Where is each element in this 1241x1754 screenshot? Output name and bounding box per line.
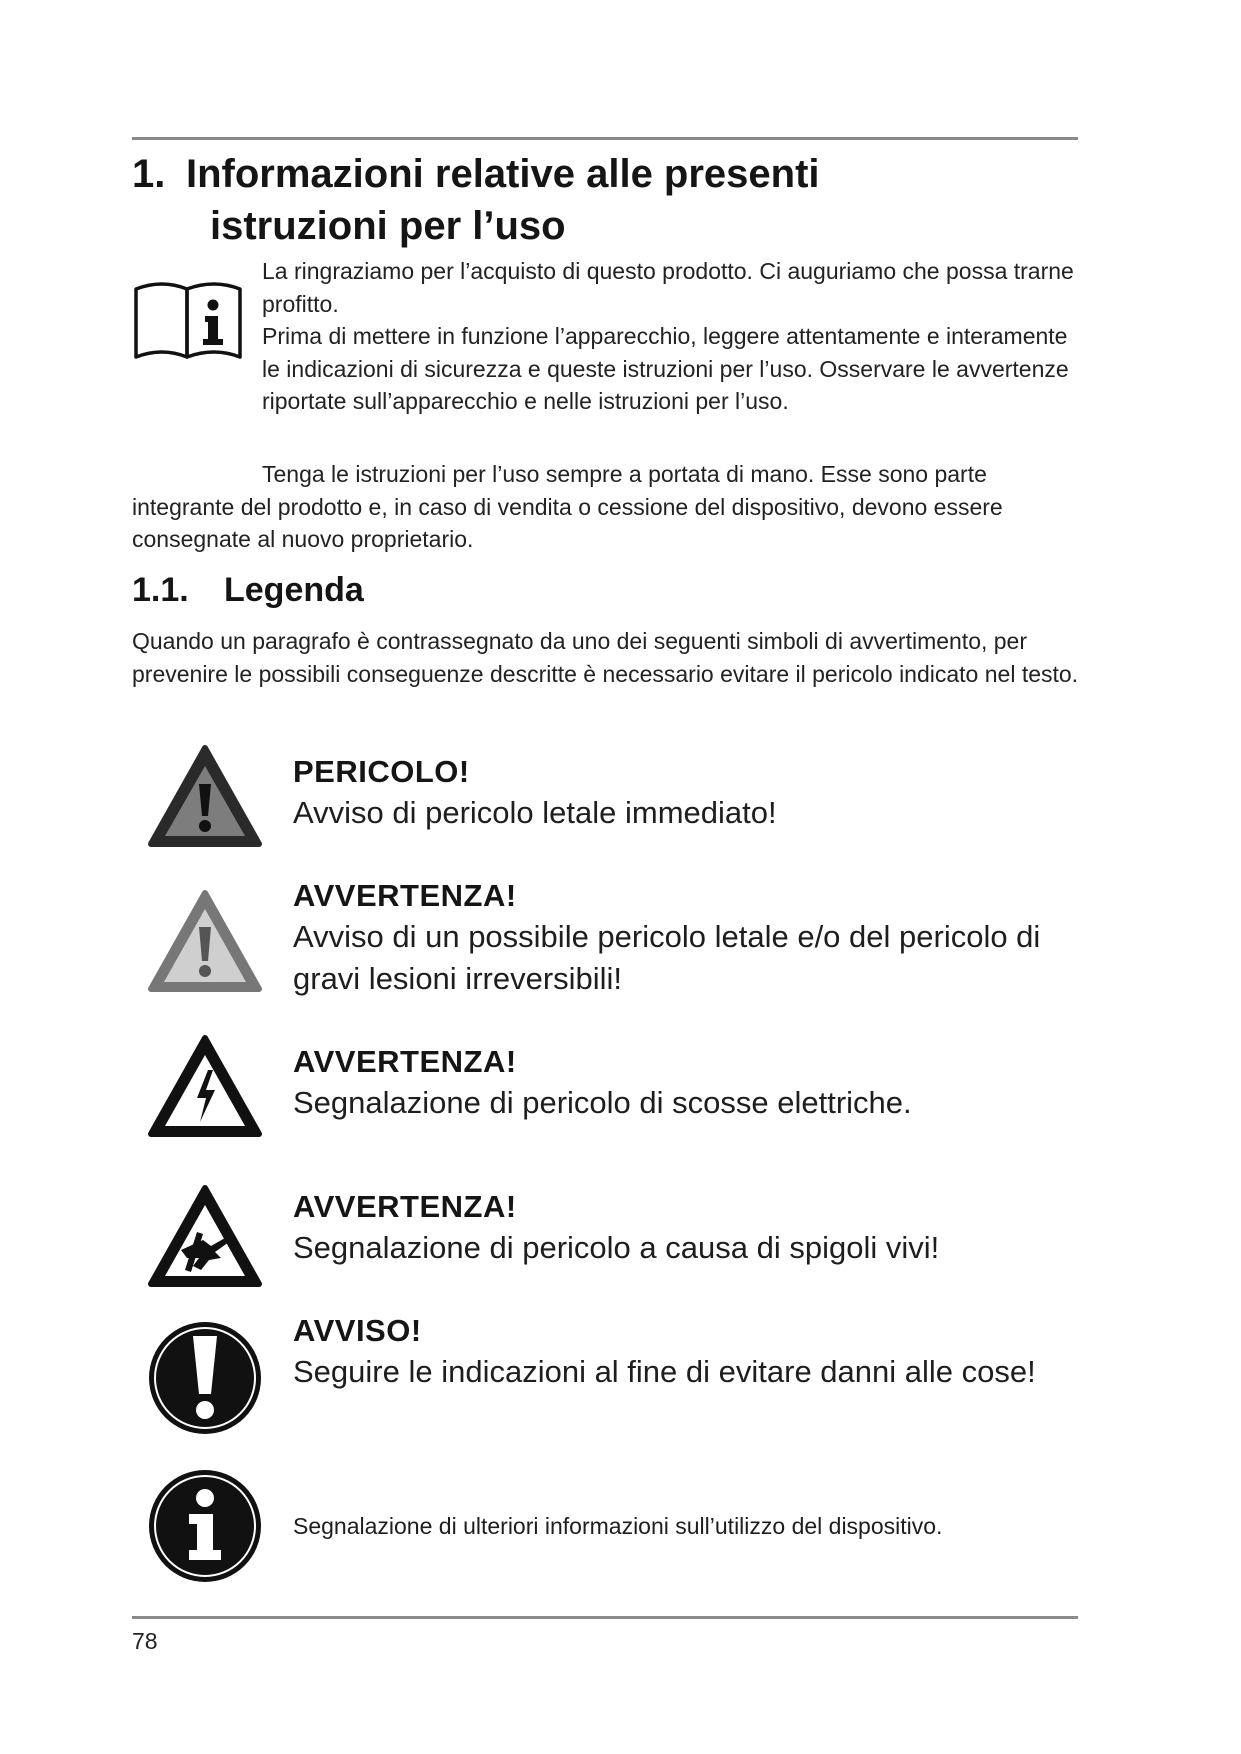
top-rule (132, 137, 1078, 140)
sharp-edges-icon (145, 1180, 265, 1300)
heading-1-number: 1. (132, 152, 166, 196)
info-circle-icon (145, 1466, 265, 1586)
legend-title-electric: AVVERTENZA! (293, 1044, 517, 1079)
legend-title-danger: PERICOLO! (293, 754, 470, 789)
legend-description-notice: Seguire le indicazioni al fine di evitare danni alle cose! (293, 1354, 1036, 1389)
legend-intro: Quando un paragrafo è contrassegnato da uno dei seguenti simboli di avvertimento, per prevenire le possibili conseguenze descritte è necessario evitare il pericolo indicato nel testo. (132, 628, 1079, 687)
legend-title-warning: AVVERTENZA! (293, 878, 517, 913)
legend-description-electric: Segnalazione di pericolo di scosse elettriche. (293, 1085, 912, 1120)
warning-triangle-icon (145, 885, 265, 1005)
instruction-book-icon (132, 275, 246, 365)
legend-entry-electric (293, 1042, 1083, 1124)
legend-entry-info (293, 1510, 1083, 1542)
intro-text (262, 255, 1082, 418)
danger-triangle-icon (145, 740, 265, 860)
bottom-rule (132, 1616, 1078, 1619)
legend-description-warning: Avviso di un possibile pericolo letale e/o del pericolo di gravi lesioni irreversibili! (293, 919, 1041, 996)
heading-1-line-2: istruzioni per l’uso (210, 204, 566, 248)
legend-entry-notice (293, 1311, 1083, 1393)
intro-paragraph-1: La ringraziamo per l’acquisto di questo prodotto. Ci auguriamo che possa trarne profitto. (262, 258, 1074, 317)
legend-entry-warning (293, 876, 1083, 1000)
legend-entry-sharp (293, 1187, 1083, 1269)
intro-paragraph-3: Tenga le istruzioni per l’uso sempre a portata di mano. Esse sono parte integrante del prodotto e, in caso di vendita o cessione del dispositivo, devono essere consegnate al nuovo proprietario. (132, 461, 1003, 552)
legend-title-sharp: AVVERTENZA! (293, 1189, 517, 1224)
intro-paragraph-2: Prima di mettere in funzione l’apparecchio, leggere attentamente e interamente le indicazioni di sicurezza e queste istruzioni per l’uso. Osservare le avvertenze riportate sull’apparecchio e nelle istruzioni per l’uso. (262, 323, 1069, 414)
notice-exclamation-icon (145, 1318, 265, 1438)
heading-1-line-1: Informazioni relative alle presenti (186, 152, 820, 196)
page-number: 78 (132, 1628, 158, 1654)
heading-2-number: 1.1. (132, 571, 189, 609)
legend-description-danger: Avviso di pericolo letale immediato! (293, 795, 777, 830)
legend-title-notice: AVVISO! (293, 1313, 422, 1348)
legend-description-info: Segnalazione di ulteriori informazioni sull’utilizzo del dispositivo. (293, 1513, 943, 1539)
heading-2-title: Legenda (224, 571, 364, 609)
heading-2 (132, 568, 364, 612)
legend-entry-danger (293, 752, 1083, 834)
electric-shock-icon (145, 1030, 265, 1150)
legend-description-sharp: Segnalazione di pericolo a causa di spigoli vivi! (293, 1230, 940, 1265)
